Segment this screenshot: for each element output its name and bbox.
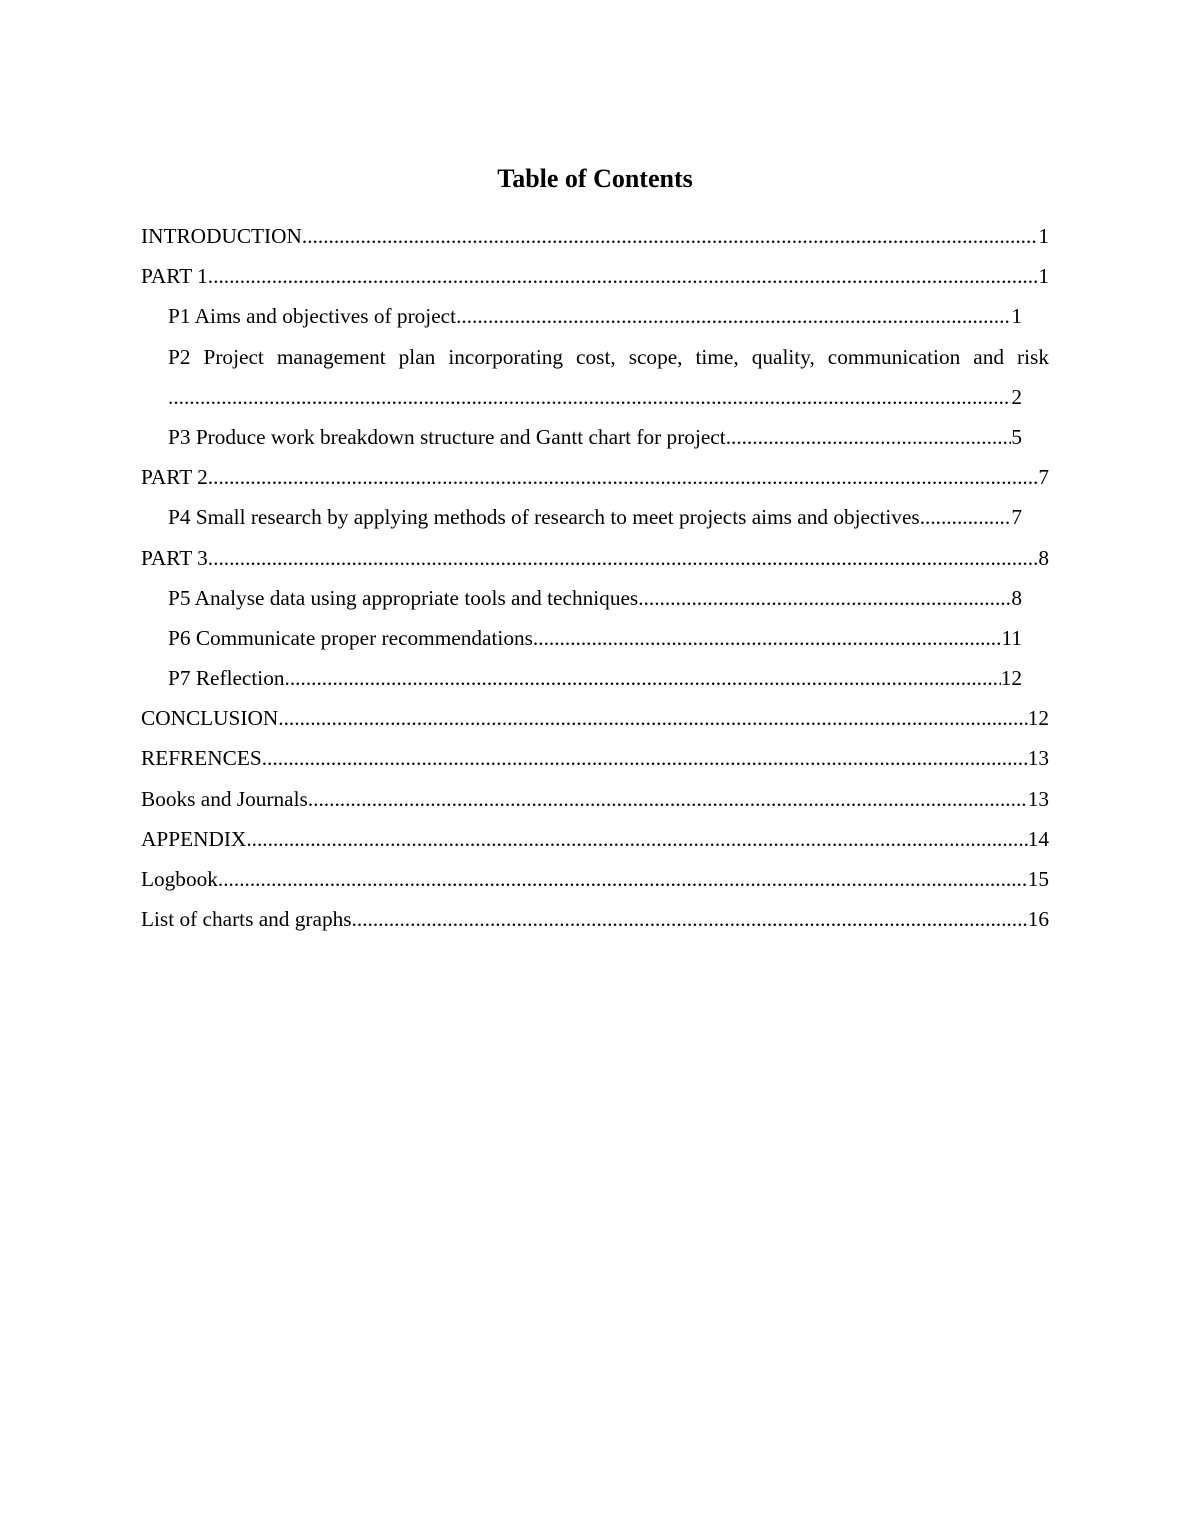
dot-leader [638,578,1011,618]
toc-entry[interactable] [141,859,1049,899]
toc-entry-label: List of charts and graphs [141,907,352,932]
toc-entry-label: P7 Reflection [168,666,285,691]
toc-entry[interactable] [141,618,1022,658]
dot-leader [278,698,1027,738]
dot-leader [920,497,1012,537]
dot-leader [246,819,1027,859]
toc-entry-page: 2 [1011,384,1022,409]
toc-entry-label: P4 Small research by applying methods of research to meet projects aims and objectives [168,505,920,530]
toc-entry-page: 13 [1027,786,1049,811]
dot-leader [285,658,1001,698]
toc-entry[interactable] [141,538,1049,578]
toc-entry[interactable] [141,216,1049,256]
toc-entry-page: 1 [1011,304,1022,329]
toc-entry-label: Books and Journals [141,786,308,811]
toc-entry[interactable] [141,296,1022,336]
dot-leader [302,216,1038,256]
toc-entry[interactable] [141,738,1049,778]
toc-entry-label: PART 1 [141,264,208,289]
toc-entry-page: 5 [1011,424,1022,449]
toc-entry[interactable] [141,256,1049,296]
toc-entry[interactable] [141,417,1022,457]
toc-entry-page: 8 [1038,545,1049,570]
toc-entry[interactable] [141,578,1022,618]
dot-leader [533,618,1002,658]
dot-leader [726,417,1012,457]
toc-entry[interactable] [141,497,1022,537]
toc-list [141,216,1049,939]
toc-entry-label: PART 3 [141,545,208,570]
toc-entry-page: 7 [1011,505,1022,530]
toc-entry-label: P5 Analyse data using appropriate tools and techniques [168,585,639,610]
dot-leader [208,538,1039,578]
toc-entry-page: 7 [1038,465,1049,490]
dot-leader [208,256,1039,296]
toc-entry-label: Logbook [141,867,218,891]
toc-entry-page: 13 [1027,746,1049,771]
toc-entry[interactable] [141,819,1049,859]
toc-entry-label: P1 Aims and objectives of project [168,304,457,329]
toc-entry-page: 8 [1011,585,1022,610]
toc-entry[interactable] [141,779,1049,819]
toc-entry[interactable] [141,658,1022,698]
toc-entry-label: P3 Produce work breakdown structure and Gantt chart for project [168,424,726,449]
toc-entry-wrapped-label[interactable]: P2 Project management plan incorporating cost, scope, time, quality, communication and risk [168,344,1049,369]
toc-entry-label: P6 Communicate proper recommendations [168,625,533,650]
toc-entry-page: 14 [1027,826,1049,851]
dot-leader [308,779,1028,819]
toc-entry-label: INTRODUCTION [141,224,302,248]
toc-entry-label: CONCLUSION [141,706,279,731]
dot-leader [352,899,1028,939]
toc-entry-page: 12 [1000,666,1022,691]
dot-leader [208,457,1039,497]
toc-entry-label: APPENDIX [141,826,247,851]
toc-entry-continuation[interactable] [141,377,1022,417]
toc-entry-page: 1 [1038,264,1049,289]
toc-entry-page: 15 [1027,867,1049,891]
toc-entry[interactable] [141,899,1049,939]
toc-entry-page: 12 [1027,706,1049,731]
dot-leader [218,859,1028,899]
toc-entry-page: 1 [1038,224,1049,248]
toc-entry-page: 16 [1027,907,1049,932]
toc-entry[interactable] [141,698,1049,738]
toc-entry[interactable] [141,457,1049,497]
toc-entry-page: 11 [1001,625,1022,650]
dot-leader [168,377,1011,417]
dot-leader [456,296,1011,336]
toc-entry-label: PART 2 [141,465,208,490]
dot-leader [262,738,1028,778]
toc-title: Table of Contents [497,164,693,193]
toc-entry-label: REFRENCES [141,746,262,771]
